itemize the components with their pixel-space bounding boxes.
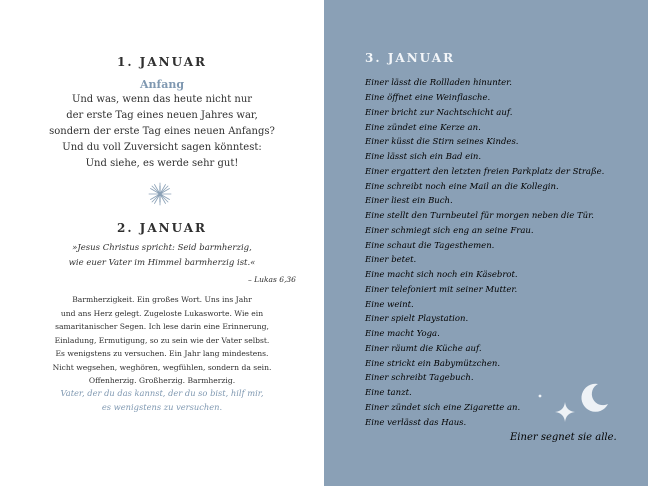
closing-line: Einer segnet sie alle. bbox=[510, 432, 617, 443]
prayer-line: es wenigstens zu versuchen. bbox=[101, 402, 223, 412]
list-item: Eine schaut die Tagesthemen. bbox=[365, 241, 495, 251]
list-item: Einer bricht zur Nachtschicht auf. bbox=[365, 108, 513, 118]
jan1-heading: 1. JANUAR bbox=[116, 55, 208, 69]
sparkle-icon bbox=[148, 182, 172, 206]
list-item: Einer telefoniert mit seiner Mutter. bbox=[365, 285, 518, 295]
body-line: Nicht wegsehen, weghören, wegfühlen, sondern da sein. bbox=[52, 362, 272, 372]
list-item: Eine macht sich noch ein Käsebrot. bbox=[365, 270, 518, 280]
list-item: Eine verlässt das Haus. bbox=[365, 418, 467, 428]
list-item: Einer zündet sich eine Zigarette an. bbox=[365, 403, 521, 413]
quote-reference: – Lukas 6,36 bbox=[248, 275, 296, 284]
list-item: Einer liest ein Buch. bbox=[365, 196, 453, 206]
list-item: Einer räumt die Küche auf. bbox=[365, 344, 482, 354]
crescent-moon-icon bbox=[576, 380, 612, 416]
jan1-subheading: Anfang bbox=[139, 78, 185, 91]
body-line: Es wenigstens zu versuchen. Ein Jahr lang mindestens. bbox=[55, 349, 269, 358]
jan1-line: Und was, wenn das heute nicht nur bbox=[71, 94, 253, 105]
body-line: Einladung, Ermutigung, so zu sein wie der Vater selbst. bbox=[54, 335, 270, 345]
star-icon bbox=[555, 402, 575, 422]
list-item: Einer spielt Playstation. bbox=[365, 314, 469, 324]
jan2-body bbox=[0, 293, 324, 388]
jan1-line: der erste Tag eines neuen Jahres war, bbox=[66, 110, 258, 121]
list-item: Eine macht Yoga. bbox=[365, 329, 440, 339]
list-item: Eine öffnet eine Weinflasche. bbox=[365, 93, 491, 103]
list-item: Einer schreibt Tagebuch. bbox=[365, 373, 474, 383]
jan1-line: Und siehe, es werde sehr gut! bbox=[85, 158, 239, 169]
jan2-heading: 2. JANUAR bbox=[116, 221, 208, 235]
list-item: Einer ergattert den letzten freien Parkplatz der Straße. bbox=[365, 167, 605, 177]
jan1-line: sondern der erste Tag eines neuen Anfangs? bbox=[49, 126, 275, 137]
body-line: samaritanischer Segen. Ich lese darin eine Erinnerung, bbox=[55, 322, 269, 331]
list-item: Eine strickt ein Babymützchen. bbox=[365, 359, 501, 369]
star-icon bbox=[537, 393, 543, 399]
quote-line: »Jesus Christus spricht: Seid barmherzig, bbox=[72, 243, 252, 253]
list-item: Einer schmiegt sich eng an seine Frau. bbox=[365, 226, 534, 236]
list-item: Eine lässt sich ein Bad ein. bbox=[365, 152, 482, 162]
body-line: Barmherzigkeit. Ein großes Wort. Uns ins Jahr bbox=[72, 295, 252, 304]
jan3-heading: 3. JANUAR bbox=[365, 51, 456, 65]
list-item: Einer betet. bbox=[365, 255, 417, 265]
jan2-prayer bbox=[0, 386, 324, 414]
jan2-quote bbox=[0, 241, 324, 271]
jan1-text bbox=[0, 92, 324, 172]
list-item: Eine weint. bbox=[365, 300, 414, 310]
list-item: Eine schreibt noch eine Mail an die Kollegin. bbox=[365, 182, 559, 192]
list-item: Eine stellt den Turnbeutel für morgen neben die Tür. bbox=[365, 211, 594, 221]
jan1-line: Und du voll Zuversicht sagen könntest: bbox=[62, 142, 262, 153]
body-line: und ans Herz gelegt. Zugeloste Lukasworte. Wie ein bbox=[60, 308, 264, 318]
list-item: Eine zündet eine Kerze an. bbox=[365, 123, 481, 133]
list-item: Eine tanzt. bbox=[365, 388, 412, 398]
prayer-line: Vater, der du das kannst, der du so bist, hilf mir, bbox=[60, 388, 264, 398]
list-item: Einer lässt die Rollladen hinunter. bbox=[365, 78, 512, 88]
quote-line: wie euer Vater im Himmel barmherzig ist.« bbox=[68, 258, 256, 268]
body-line: Offenherzig. Großherzig. Barmherzig. bbox=[88, 376, 236, 385]
list-item: Einer küsst die Stirn seines Kindes. bbox=[365, 137, 519, 147]
